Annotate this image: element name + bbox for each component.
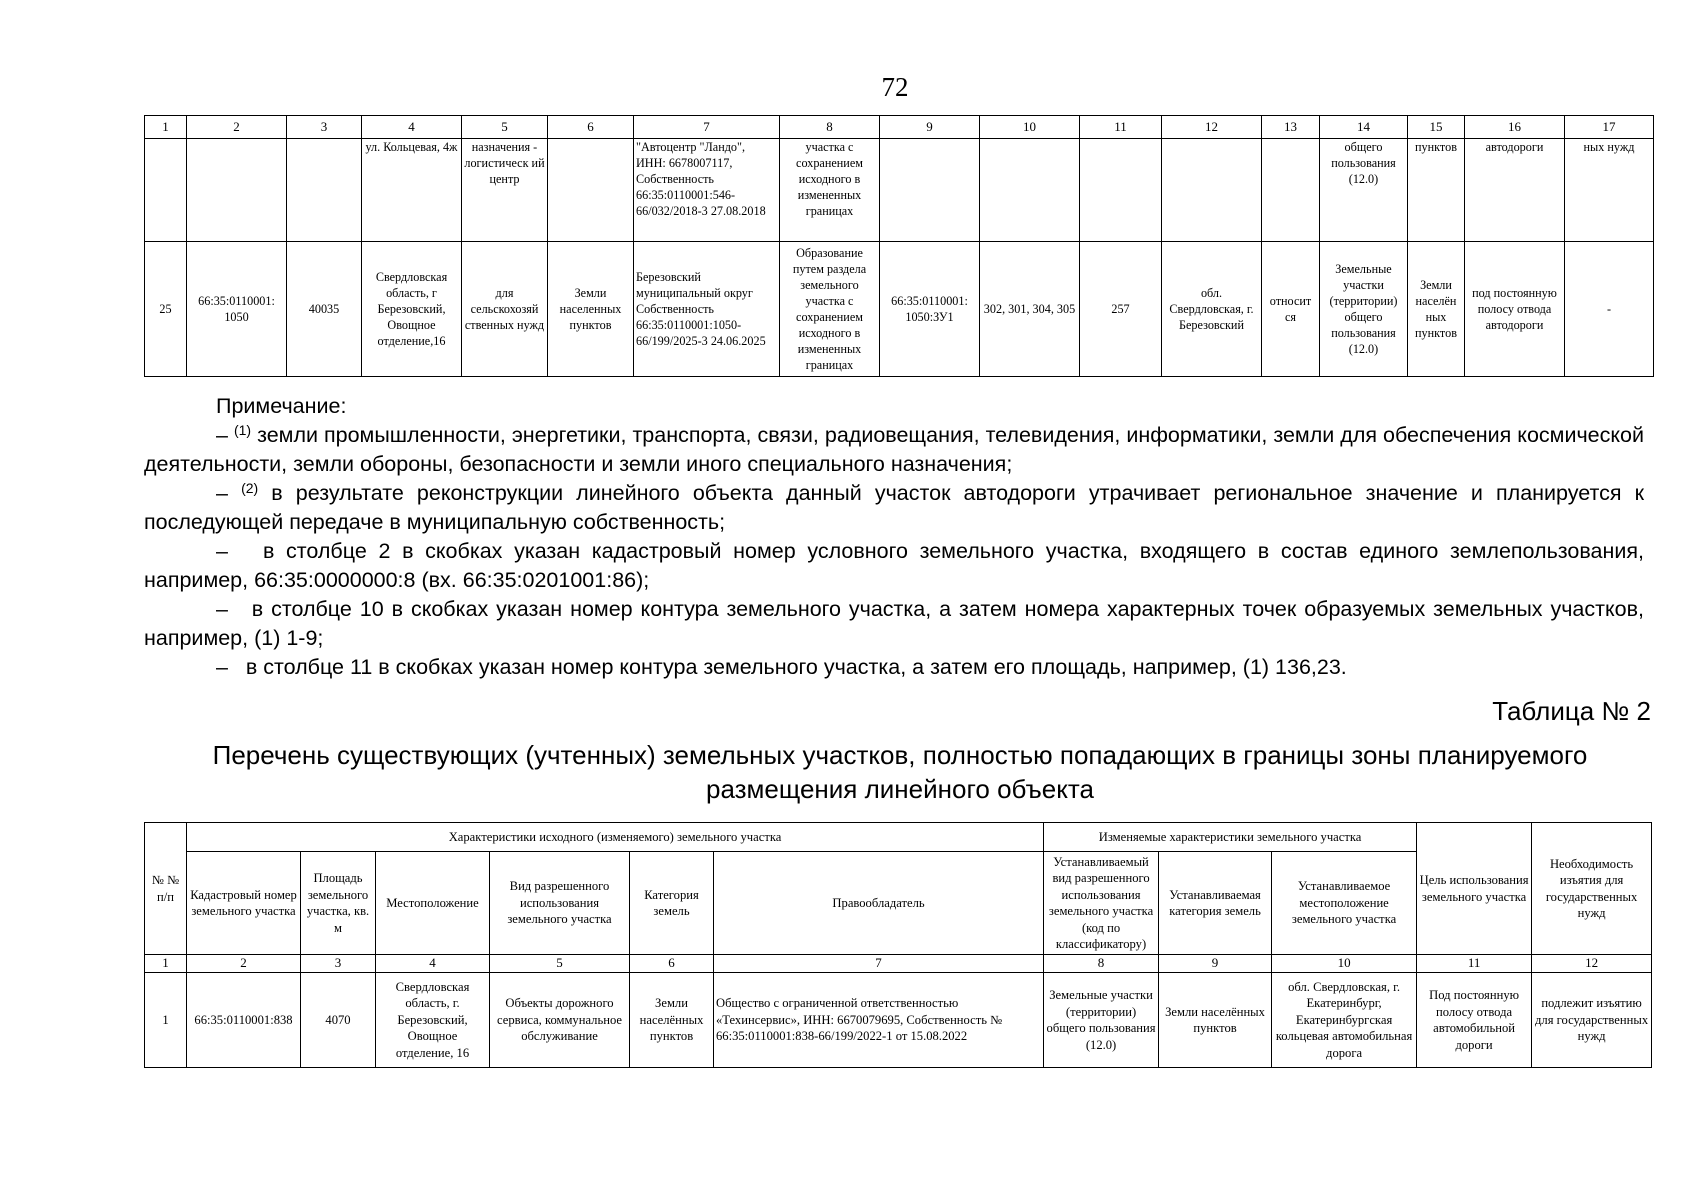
table-cell: Березовский муниципальный округ Собственность 66:35:0110001:1050-66/199/2025-3 24.06.2025 [634,242,780,377]
notes-title: Примечание: [216,394,347,418]
column-number: 11 [1417,955,1532,973]
notes-section [144,392,1650,682]
column-number: 13 [1262,116,1320,139]
table-2 [144,822,1652,1068]
table-row [145,973,1652,1068]
table-cell [1080,139,1162,242]
table-cell: автодороги [1465,139,1565,242]
table-cell: под постоянную полосу отвода автодороги [1465,242,1565,377]
table-cell: 40035 [287,242,362,377]
header-cell: Устанавливаемая категория земель [1159,852,1272,955]
table-cell: Земли населенных пунктов [548,242,634,377]
note-text: земли промышленности, энергетики, транспорта, связи, радиовещания, телевидения, информатики, земли для обеспечения космической деятельности, земли обороны, безопасности и земли иного специального назначения; [144,423,1644,476]
header-cell: Правообладатель [714,852,1044,955]
table-2-label: Таблица № 2 [1492,696,1651,726]
table-cell: обл. Свердловская, г. Березовский [1162,242,1262,377]
table-cell: "Автоцентр "Ландо", ИНН: 6678007117, Собственность 66:35:0110001:546-66/032/2018-3 27.08.2018 [634,139,780,242]
note-dash: – [216,655,228,679]
column-number: 1 [145,116,187,139]
table-cell [287,139,362,242]
table-cell [980,139,1080,242]
column-number: 4 [362,116,462,139]
table-cell [1262,139,1320,242]
note-item [144,653,1644,682]
column-number: 12 [1162,116,1262,139]
table-cell: Земли населённых пунктов [630,973,714,1068]
column-number: 17 [1565,116,1654,139]
table-cell: 302, 301, 304, 305 [980,242,1080,377]
table-cell [145,139,187,242]
column-number: 4 [376,955,490,973]
table-cell [187,139,287,242]
table-cell: ул. Кольцевая, 4ж [362,139,462,242]
column-number: 12 [1532,955,1652,973]
header-cell: Площадь земельного участка, кв. м [301,852,376,955]
table-1-continuation [144,115,1654,377]
column-number: 5 [490,955,630,973]
footnote-marker: (1) [233,422,252,438]
column-number: 7 [714,955,1044,973]
table-cell: 66:35:0110001: 1050:ЗУ1 [880,242,980,377]
column-number: 8 [1044,955,1159,973]
header-cell: Местоположение [376,852,490,955]
table-cell: подлежит изъятию для государственных нужд [1532,973,1652,1068]
table-cell [880,139,980,242]
header-cell: Вид разрешенного использования земельного участка [490,852,630,955]
column-number: 2 [187,955,301,973]
table-cell: участка с сохранением исходного в измененных границах [780,139,880,242]
header-cell: Устанавливаемое местоположение земельного участка [1272,852,1417,955]
table-2-title: Перечень существующих (учтенных) земельных участков, полностью попадающих в границы зоны планируемого размещения линейного объекта [212,740,1588,804]
table-cell: обл. Свердловская, г. Екатеринбург, Екатеринбургская кольцевая автомобильная дорога [1272,973,1417,1068]
note-text: в столбце 10 в скобках указан номер контура земельного участка, а затем номера характерных точек образуемых земельных участков, например, (1) 1-9; [144,597,1650,650]
column-number: 10 [1272,955,1417,973]
column-number: 15 [1408,116,1465,139]
table-cell: 66:35:0110001: 1050 [187,242,287,377]
note-item [144,595,1650,653]
table-cell: - [1565,242,1654,377]
table-cell [548,139,634,242]
page-number: 72 [881,72,909,102]
column-number: 3 [287,116,362,139]
column-number: 9 [880,116,980,139]
table-cell [1162,139,1262,242]
header-cell: Кадастровый номер земельного участка [187,852,301,955]
table-cell: ных нужд [1565,139,1654,242]
column-number: 6 [630,955,714,973]
table-cell: Земельные участки (территории) общего пользования (12.0) [1044,973,1159,1068]
note-text: в результате реконструкции линейного объекта данный участок автодороги утрачивает региональное значение и планируется к последующей передаче в муниципальную собственность; [144,481,1644,534]
note-dash: – [216,423,228,447]
column-number: 14 [1320,116,1408,139]
table-cell: для сельскохозяй ственных нужд [462,242,548,377]
table-cell: Земельные участки (территории) общего пользования (12.0) [1320,242,1408,377]
table-column-numbers [145,116,1654,139]
table-cell: Образование путем раздела земельного участка с сохранением исходного в измененных границах [780,242,880,377]
note-item [144,537,1650,595]
header-cell: № № п/п [145,823,187,955]
table-cell: 4070 [301,973,376,1068]
column-number: 3 [301,955,376,973]
table-cell: назначения - логистическ ий центр [462,139,548,242]
note-item [144,479,1644,537]
note-dash: – [216,481,228,505]
table-cell: Свердловская область, г Березовский, Овощное отделение,16 [362,242,462,377]
table-cell: относит ся [1262,242,1320,377]
table-row [145,242,1654,377]
column-number: 2 [187,116,287,139]
table-cell: общего пользования (12.0) [1320,139,1408,242]
note-item [144,421,1644,479]
table-cell: 25 [145,242,187,377]
table-cell: Земли населённых пунктов [1159,973,1272,1068]
column-number: 1 [145,955,187,973]
group-header-original: Характеристики исходного (изменяемого) земельного участка [187,823,1044,852]
table-cell: 1 [145,973,187,1068]
column-number: 16 [1465,116,1565,139]
table-cell: Свердловская область, г. Березовский, Овощное отделение, 16 [376,973,490,1068]
table-cell: Объекты дорожного сервиса, коммунальное обслуживание [490,973,630,1068]
column-number: 7 [634,116,780,139]
table-cell: Земли населён ных пунктов [1408,242,1465,377]
column-number: 11 [1080,116,1162,139]
note-dash: – [216,539,228,563]
column-number: 10 [980,116,1080,139]
table-column-numbers [145,955,1652,973]
column-number: 8 [780,116,880,139]
note-text: в столбце 2 в скобках указан кадастровый номер условного земельного участка, входящего в состав единого землепользования, например, 66:35:0000000:8 (вх. 66:35:0201001:86); [144,539,1650,592]
table-cell: пунктов [1408,139,1465,242]
note-dash: – [216,597,228,621]
table-cell: 66:35:0110001:838 [187,973,301,1068]
group-header-changed: Изменяемые характеристики земельного участка [1044,823,1417,852]
table-cell: 257 [1080,242,1162,377]
header-cell: Устанавливаемый вид разрешенного использования земельного участка (код по классификатору) [1044,852,1159,955]
column-number: 9 [1159,955,1272,973]
footnote-marker: (2) [241,480,259,496]
header-cell: Необходимость изъятия для государственных нужд [1532,823,1652,955]
table-row [145,139,1654,242]
note-text: в столбце 11 в скобках указан номер контура земельного участка, а затем его площадь, например, (1) 136,23. [227,655,1347,679]
header-cell: Цель использования земельного участка [1417,823,1532,955]
table-cell: Общество с ограниченной ответственностью «Техинсервис», ИНН: 6670079695, Собственность № 66:35:0110001:838-66/199/2022-1 от 15.08.2022 [714,973,1044,1068]
column-number: 5 [462,116,548,139]
table-cell: Под постоянную полосу отвода автомобильной дороги [1417,973,1532,1068]
header-cell: Категория земель [630,852,714,955]
table-group-header-row [145,823,1652,852]
column-number: 6 [548,116,634,139]
